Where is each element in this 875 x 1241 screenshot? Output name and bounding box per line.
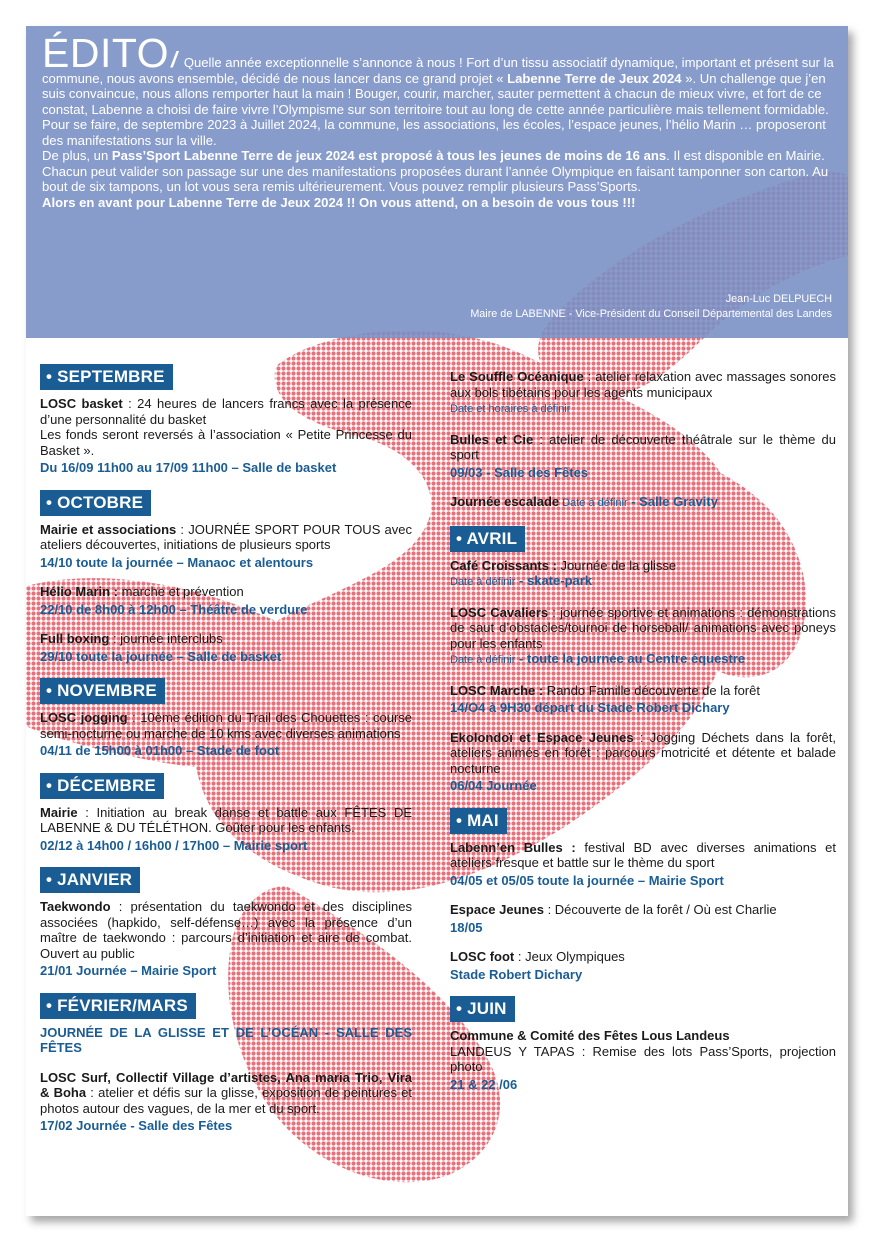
event-name: LOSC foot (450, 949, 515, 964)
edito-paragraph-2: Pour se faire, de septembre 2023 à Juillet 2024, la commune, les associations, les écoles, l’espace jeunes, l’hélio Marin … proposeront des manifestations sur la ville. (42, 117, 826, 148)
event-description: : présentation du taekwondo et des disciplines associées (hapkido, self-défense…) avec la présence d’un maître de taekwondo : parcours d’initiation et aire de combat. Ouvert au public (40, 899, 412, 961)
event-description: festival BD avec diverses animations et ateliers fresque et battle sur le thème du sport (450, 839, 836, 870)
event-cafe-croissants (450, 558, 836, 591)
event-venue: - skate-park (515, 573, 593, 588)
edito-project-name: Labenne Terre de Jeux 2024 (507, 70, 682, 86)
event-mairie-break-danse (40, 805, 412, 854)
event-name: Mairie (40, 804, 78, 820)
event-date: 29/10 toute la journée – Salle de basket (40, 648, 282, 664)
month-june: • JUIN (450, 996, 515, 1022)
flyer-page (26, 26, 848, 1216)
event-title: JOURNÉE DE LA GLISSE ET DE L’OCÉAN - SALLE DES FÊTES (40, 1024, 412, 1055)
event-name: Bulles et Cie (450, 431, 534, 447)
month-october: • OCTOBRE (40, 490, 151, 516)
edito-box (26, 26, 848, 338)
event-name: LOSC Surf, Collectif Village d’artistes, Ana maria Trio, Vira & Boha (40, 1069, 412, 1100)
event-date-tbd: Date et horaires à définir (450, 403, 571, 415)
event-description: : atelier de découverte théâtrale sur le thème du sport (450, 431, 836, 462)
event-date-tbd: Date à définir (450, 576, 516, 588)
event-date: 17/02 Journée - Salle des Fêtes (40, 1118, 233, 1133)
edito-closing: Alors en avant pour Labenne Terre de Jeux 2024 !! On vous attend, on a besoin de vous tous !!! (42, 194, 636, 210)
event-description: : Jogging Déchets dans la forêt, ateliers animés en forêt : parcours motricité et détente et balade nocturne (450, 729, 836, 776)
left-column (40, 364, 412, 1148)
right-column (450, 369, 836, 1106)
event-name: Journée escalade (450, 494, 560, 509)
event-name: Full boxing (40, 631, 110, 646)
event-date: 04/11 de 15h00 à 01h00 – Stade de foot (40, 743, 280, 758)
signature-role: Maire de LABENNE - Vice-Président du Conseil Départemental des Landes (470, 308, 832, 320)
event-losc-basket (40, 396, 412, 476)
event-sport-pour-tous (40, 522, 412, 571)
event-description-2: Les fonds seront reversés à l’association « Petite Princesse du Basket ». (40, 427, 412, 458)
month-november: • NOVEMBRE (40, 678, 165, 704)
edito-pass-sport: Pass’Sport Labenne Terre de jeux 2024 est proposé à tous les jeunes de moins de 16 ans (111, 148, 667, 163)
event-name: LOSC jogging (40, 710, 128, 725)
event-losc-marche (450, 683, 836, 716)
event-name: Espace Jeunes (450, 902, 544, 917)
event-journee-escalade (450, 494, 836, 512)
event-name: Commune & Comité des Fêtes Lous Landeus (450, 1028, 730, 1043)
event-name: LOSC Cavaliers (450, 604, 549, 620)
event-labennen-bulles (450, 840, 836, 889)
signature (470, 292, 832, 322)
signature-name: Jean-Luc DELPUECH (725, 293, 832, 305)
event-description: : Initiation au break danse et battle aux FÊTES DE LABENNE & DU TÉLÉTHON. Goûter pour les enfants. (40, 804, 412, 835)
event-date: 18/05 (450, 919, 483, 935)
event-ekolondoi (450, 730, 836, 794)
month-september: • SEPTEMBRE (40, 364, 173, 390)
event-description: : 24 heures de lancers francs avec la présence d’une personnalité du basket (40, 396, 413, 427)
event-venue: - Salle Gravity (627, 494, 718, 509)
event-date: 21 & 22 /06 (450, 1076, 518, 1092)
event-name: Ekolondoï et Espace Jeunes (450, 729, 634, 745)
event-bulles-et-cie (450, 432, 836, 481)
month-may: • MAI (450, 808, 507, 834)
edito-title: ÉDITO (42, 30, 170, 76)
event-taekwondo (40, 899, 412, 979)
edito-paragraph-3-pre: De plus, un (42, 148, 109, 163)
event-helio-marin (40, 584, 412, 617)
event-date: 22/10 de 8h00 à 12h00 – Théâtre de verdure (40, 601, 308, 617)
event-name: Labenn’en Bulles : (450, 839, 576, 855)
event-venue: - toute la journée au Centre équestre (515, 651, 746, 666)
month-january: • JANVIER (40, 867, 140, 893)
edito-slash: / (171, 47, 178, 72)
event-espace-jeunes (450, 902, 836, 935)
event-description: : JOURNÉE SPORT POUR TOUS avec ateliers découvertes, initiations de plusieurs sports (40, 521, 412, 552)
event-date: 14/10 toute la journée – Manaoc et alentours (40, 554, 314, 570)
event-souffle-oceanique (450, 369, 836, 418)
event-full-boxing (40, 631, 412, 664)
event-losc-jogging (40, 710, 412, 759)
event-name: Mairie et associations (40, 521, 177, 537)
month-april: • AVRIL (450, 526, 525, 552)
event-description: : journée interclubs (109, 631, 223, 646)
event-date: 02/12 à 14h00 / 16h00 / 17h00 – Mairie sport (40, 837, 308, 853)
event-date: 09/03 - Salle des Fêtes (450, 464, 589, 480)
event-date: 21/01 Journée – Mairie Sport (40, 963, 217, 978)
event-description: LANDEUS Y TAPAS : Remise des lots Pass’Sports, projection photo (450, 1043, 836, 1074)
event-date: Du 16/09 11h00 au 17/09 11h00 – Salle de basket (40, 460, 337, 475)
event-date: Stade Robert Dichary (450, 966, 583, 982)
edito-text (42, 30, 834, 210)
month-february-march: • FÉVRIER/MARS (40, 993, 196, 1019)
event-description: Journée de la glisse (556, 557, 677, 573)
month-december: • DÉCEMBRE (40, 773, 164, 799)
event-name: Taekwondo (40, 899, 111, 914)
event-name: Café Croissants : (450, 557, 557, 573)
edito-intro: Quelle année exceptionnelle s’annonce à nous ! Fort d’un tissu associatif dynamique, important et présent sur la commune, nous avons ensemble, décidé de nous lancer dans ce grand projet « (42, 55, 834, 86)
event-journee-glisse (40, 1025, 412, 1056)
event-losc-surf (40, 1070, 412, 1134)
event-description: : atelier et défis sur la glisse, exposition de peintures et photos autour des vagues, de la mer et du sport. (40, 1085, 412, 1116)
event-date: 06/04 Journée (450, 778, 537, 793)
event-description: : atelier relaxation avec massages sonores aux bols tibétains pour les agents municipaux (450, 369, 836, 400)
event-description: : Découverte de la forêt / Où est Charlie (543, 902, 777, 917)
event-losc-foot (450, 949, 836, 982)
event-description: Rando Famille découverte de la forêt (543, 682, 760, 698)
event-losc-cavaliers (450, 605, 836, 669)
edito-paragraph-3-post: . Il est disponible en Mairie. Chacun peut valider son passage sur une des manifestations proposées durant l’année Olympique en faisant tamponner son carton. Au bout de six tampons, un lot vous sera remis ultérieurement. Vous pouvez remplir plusieurs Pass’Sports. (42, 148, 829, 194)
event-description: : journée sportive et animations : démonstrations de saut d’obstacles/tournoi de horseball/ animations avec poneys pour les enfants (450, 604, 837, 651)
event-date: 14/O4 à 9H30 départ du Stade Robert Dichary (450, 700, 730, 715)
event-description: : Jeux Olympiques (514, 949, 625, 964)
event-name: LOSC basket (40, 396, 123, 411)
event-name: Le Souffle Océanique (450, 369, 584, 384)
edito-paragraph-1: ». Un challenge que j’en suis convaincue, nous allons remporter haut la main ! Bouger, courir, marcher, sauter permettent à chacun de mieux vivre, et fort de ce constat, Labenne a choisi de faire vivre l’Olympisme sur son territoire tout au long de cette année particulière mais tellement formidable. (42, 70, 829, 117)
event-name: Hélio Marin : (40, 584, 119, 599)
event-description: marche et prévention (118, 584, 244, 599)
event-date-tbd: Date à définir (450, 654, 516, 666)
event-description: : 10ème édition du Trail des Chouettes : course semi-nocturne ou marche de 10 kms avec diverses animations (40, 710, 413, 741)
event-date: 04/05 et 05/05 toute la journée – Mairie Sport (450, 872, 724, 888)
event-date-tbd: Date à définir (559, 497, 628, 509)
event-lous-landeus (450, 1028, 836, 1092)
event-name: LOSC Marche : (450, 682, 544, 698)
